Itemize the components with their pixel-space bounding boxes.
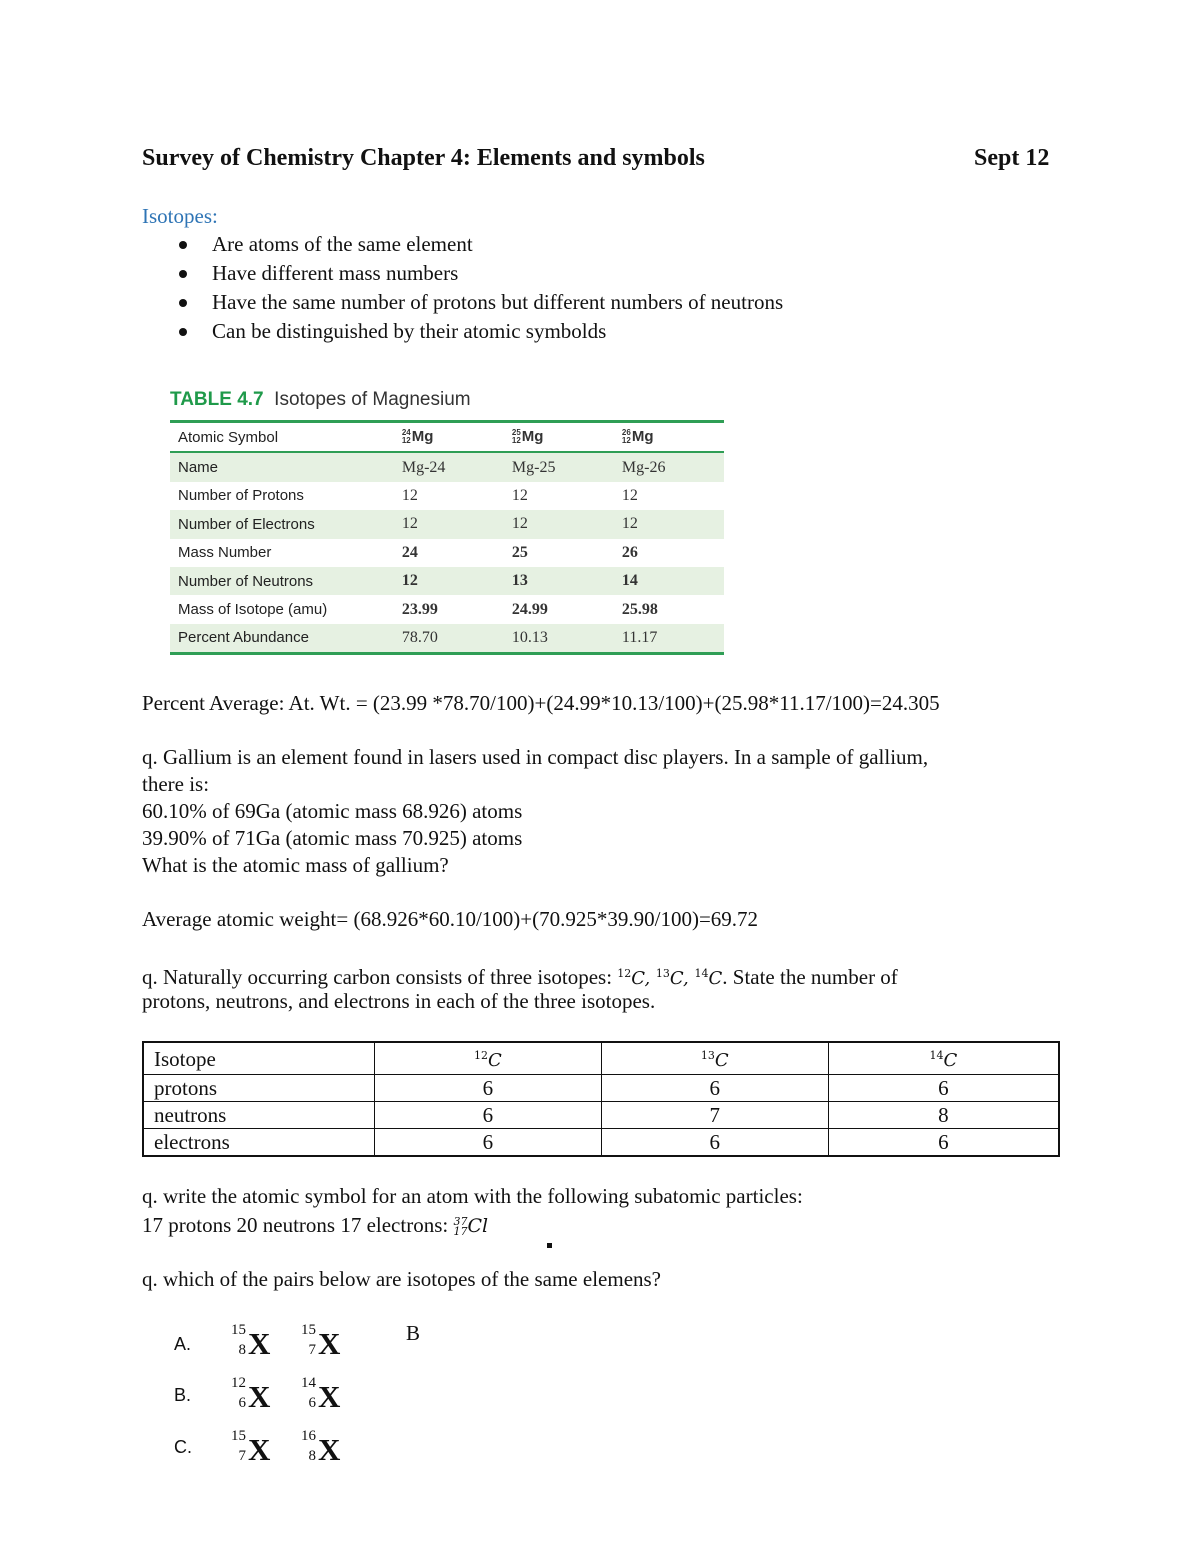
bullet-icon	[179, 299, 187, 307]
chlorine-question-line: 17 protons 20 neutrons 17 electrons: 37 17 Cl	[142, 1213, 489, 1239]
isotopes-bullet-list	[142, 230, 783, 346]
isotope-symbol: $^{13}$C	[601, 1042, 828, 1075]
isotope-symbol: $^{14}$C	[828, 1042, 1059, 1075]
bullet-item: Can be distinguished by their atomic symbolds	[142, 317, 783, 346]
bullet-item: Have different mass numbers	[142, 259, 783, 288]
atomic-symbol: 25 12 Mg	[504, 422, 614, 453]
bullet-icon	[179, 241, 187, 249]
nuclide-symbol: 16 8 X	[301, 1428, 341, 1467]
mg-table-caption	[170, 389, 471, 411]
chlorine-symbol-prefix: 37 17	[453, 1215, 468, 1239]
table-row: Mass of Isotope (amu) 23.99 24.99 25.98	[178, 600, 658, 619]
carbon-question-line: protons, neutrons, and electrons in each of the three isotopes.	[142, 989, 656, 1013]
bullet-item: Have the same number of protons but different numbers of neutrons	[142, 288, 783, 317]
pairs-question: q. which of the pairs below are isotopes of the same elemens?	[142, 1267, 662, 1291]
mg-table-title: Isotopes of Magnesium	[274, 389, 471, 410]
table-row: protons 6 6 6	[143, 1075, 1059, 1102]
chlorine-symbol: Cl	[467, 1215, 489, 1237]
isotopes-heading: Isotopes:	[142, 204, 218, 228]
nuclide-symbol: 15 7 X	[231, 1428, 271, 1467]
atomic-symbol: 24 12 Mg	[394, 422, 504, 453]
stray-mark	[547, 1243, 552, 1248]
choice-label: A.	[174, 1334, 192, 1354]
mg-isotope-table	[170, 420, 724, 655]
page-title: Survey of Chemistry Chapter 4: Elements and symbols	[142, 145, 705, 171]
carbon-isotope-table	[142, 1041, 1060, 1157]
table-row: Number of Neutrons 12 13 14	[170, 567, 724, 595]
bullet-item: Are atoms of the same element	[142, 230, 783, 259]
table-row	[170, 422, 724, 453]
pairs-answer: B	[406, 1321, 421, 1345]
table-row: Number of Electrons 12 12 12	[170, 510, 724, 538]
table-row: Name Mg-24 Mg-25 Mg-26	[170, 452, 724, 481]
page-date: Sept 12	[974, 145, 1050, 171]
nuclide-symbol: 12 6 X	[231, 1375, 271, 1414]
bullet-icon	[179, 328, 187, 336]
gallium-question-line: 60.10% of 69Ga (atomic mass 68.926) atoms	[142, 799, 523, 823]
gallium-question-line: q. Gallium is an element found in lasers used in compact disc players. In a sample of gallium,	[142, 745, 929, 769]
bullet-icon	[179, 270, 187, 278]
chlorine-question: q. write the atomic symbol for an atom with the following subatomic particles:	[142, 1184, 803, 1208]
choice-label: B.	[174, 1385, 192, 1405]
gallium-question-line: 39.90% of 71Ga (atomic mass 70.925) atoms	[142, 826, 523, 850]
table-row: electrons 6 6 6	[143, 1129, 1059, 1157]
gallium-question-line: What is the atomic mass of gallium?	[142, 853, 449, 877]
table-row: Mass Number 24 25 26	[178, 543, 638, 562]
nuclide-symbol: 15 7 X	[301, 1322, 341, 1361]
isotope-symbol: $^{12}$C	[375, 1042, 602, 1075]
atomic-symbol: 26 12 Mg	[614, 422, 724, 453]
nuclide-symbol: 15 8 X	[231, 1322, 271, 1361]
nuclide-symbol: 14 6 X	[301, 1375, 341, 1414]
table-row: Number of Protons 12 12 12	[178, 486, 638, 505]
mg-table-number: TABLE 4.7	[170, 389, 264, 410]
row-label: Atomic Symbol	[170, 422, 394, 453]
percent-average-line: Percent Average: At. Wt. = (23.99 *78.70/100)+(24.99*10.13/100)+(25.98*11.17/100)=24.305	[142, 691, 940, 715]
table-row: Percent Abundance 78.70 10.13 11.17	[170, 624, 724, 654]
gallium-question-line: there is:	[142, 772, 210, 796]
table-row: Isotope $^{12}$C $^{13}$C $^{14}$C	[143, 1042, 1059, 1075]
carbon-question-line: q. Naturally occurring carbon consists of three isotopes: $^{12}$C, $^{13}$C, $^{14}$C. State the number of	[142, 965, 898, 989]
isotope-symbol: $^{14}$C	[694, 967, 723, 989]
table-row: neutrons 6 7 8	[143, 1102, 1059, 1129]
choice-label: C.	[174, 1437, 192, 1457]
isotope-symbol: $^{12}$C	[617, 967, 645, 989]
isotope-symbol: $^{13}$C	[655, 967, 684, 989]
gallium-answer: Average atomic weight= (68.926*60.10/100)+(70.925*39.90/100)=69.72	[142, 907, 759, 931]
